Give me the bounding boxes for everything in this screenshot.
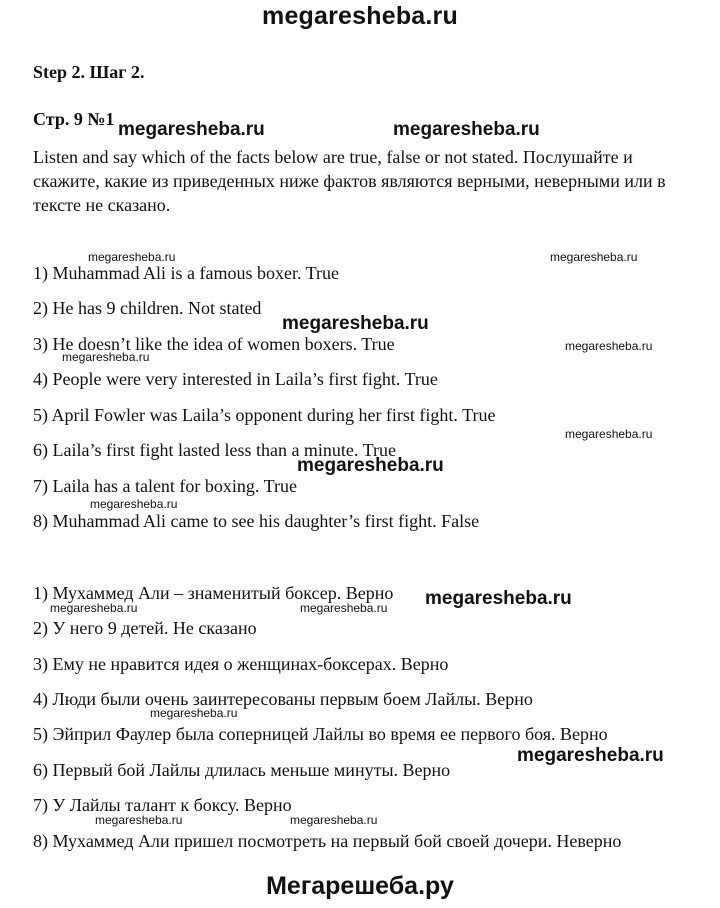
step-title: Step 2. Шаг 2. (33, 62, 145, 82)
watermark: megaresheba.ru (90, 497, 178, 511)
english-answer-4: 4) People were very interested in Laila’s first fight. True (33, 369, 438, 389)
russian-answer-2: 2) У него 9 детей. Не сказано (33, 618, 257, 638)
english-answer-1: 1) Muhammad Ali is a famous boxer. True (33, 263, 339, 283)
russian-answer-8: 8) Мухаммед Али пришел посмотреть на первый бой своей дочери. Неверно (33, 831, 622, 851)
watermark: megaresheba.ru (425, 588, 572, 609)
watermark: megaresheba.ru (150, 706, 238, 720)
watermark: megaresheba.ru (88, 250, 176, 264)
russian-answer-4: 4) Люди были очень заинтересованы первым боем Лайлы. Верно (33, 689, 533, 709)
english-answer-8: 8) Muhammad Ali came to see his daughter’s first fight. False (33, 511, 480, 531)
english-answer-7: 7) Laila has a talent for boxing. True (33, 476, 297, 496)
watermark: megaresheba.ru (290, 813, 378, 827)
site-header: megaresheba.ru (262, 2, 458, 30)
watermark: megaresheba.ru (300, 601, 388, 615)
english-answer-2: 2) He has 9 children. Not stated (33, 298, 262, 318)
russian-answer-5: 5) Эйприл Фаулер была соперницей Лайлы во время ее первого боя. Верно (33, 724, 608, 744)
watermark: megaresheba.ru (550, 250, 638, 264)
watermark: megaresheba.ru (62, 350, 150, 364)
site-footer: Мегарешеба.ру (266, 872, 454, 900)
instructions: Listen and say which of the facts below are true, false or not stated. Послушайте и скажите, какие из приведенных ниже фактов являются верными, неверными или в тексте не сказано. (33, 147, 666, 215)
english-answer-6: 6) Laila’s first fight lasted less than a minute. True (33, 440, 396, 460)
watermark: megaresheba.ru (565, 339, 653, 353)
russian-answer-6: 6) Первый бой Лайлы длилась меньше минуты. Верно (33, 760, 451, 780)
english-answer-3: 3) He doesn’t like the idea of women boxers. True (33, 334, 395, 354)
russian-answer-3: 3) Ему не нравится идея о женщинах-боксерах. Верно (33, 654, 449, 674)
watermark: megaresheba.ru (95, 813, 183, 827)
watermark: megaresheba.ru (393, 119, 540, 140)
watermark: megaresheba.ru (517, 745, 664, 766)
russian-answer-7: 7) У Лайлы талант к боксу. Верно (33, 795, 292, 815)
russian-answer-1: 1) Мухаммед Али – знаменитый боксер. Верно (33, 583, 394, 603)
watermark: megaresheba.ru (118, 119, 265, 140)
watermark: megaresheba.ru (50, 601, 138, 615)
english-answer-5: 5) April Fowler was Laila’s opponent during her first fight. True (33, 405, 496, 425)
watermark: megaresheba.ru (282, 313, 429, 334)
exercise-title: Стр. 9 №1 (33, 109, 115, 129)
watermark: megaresheba.ru (297, 455, 444, 476)
watermark: megaresheba.ru (565, 427, 653, 441)
